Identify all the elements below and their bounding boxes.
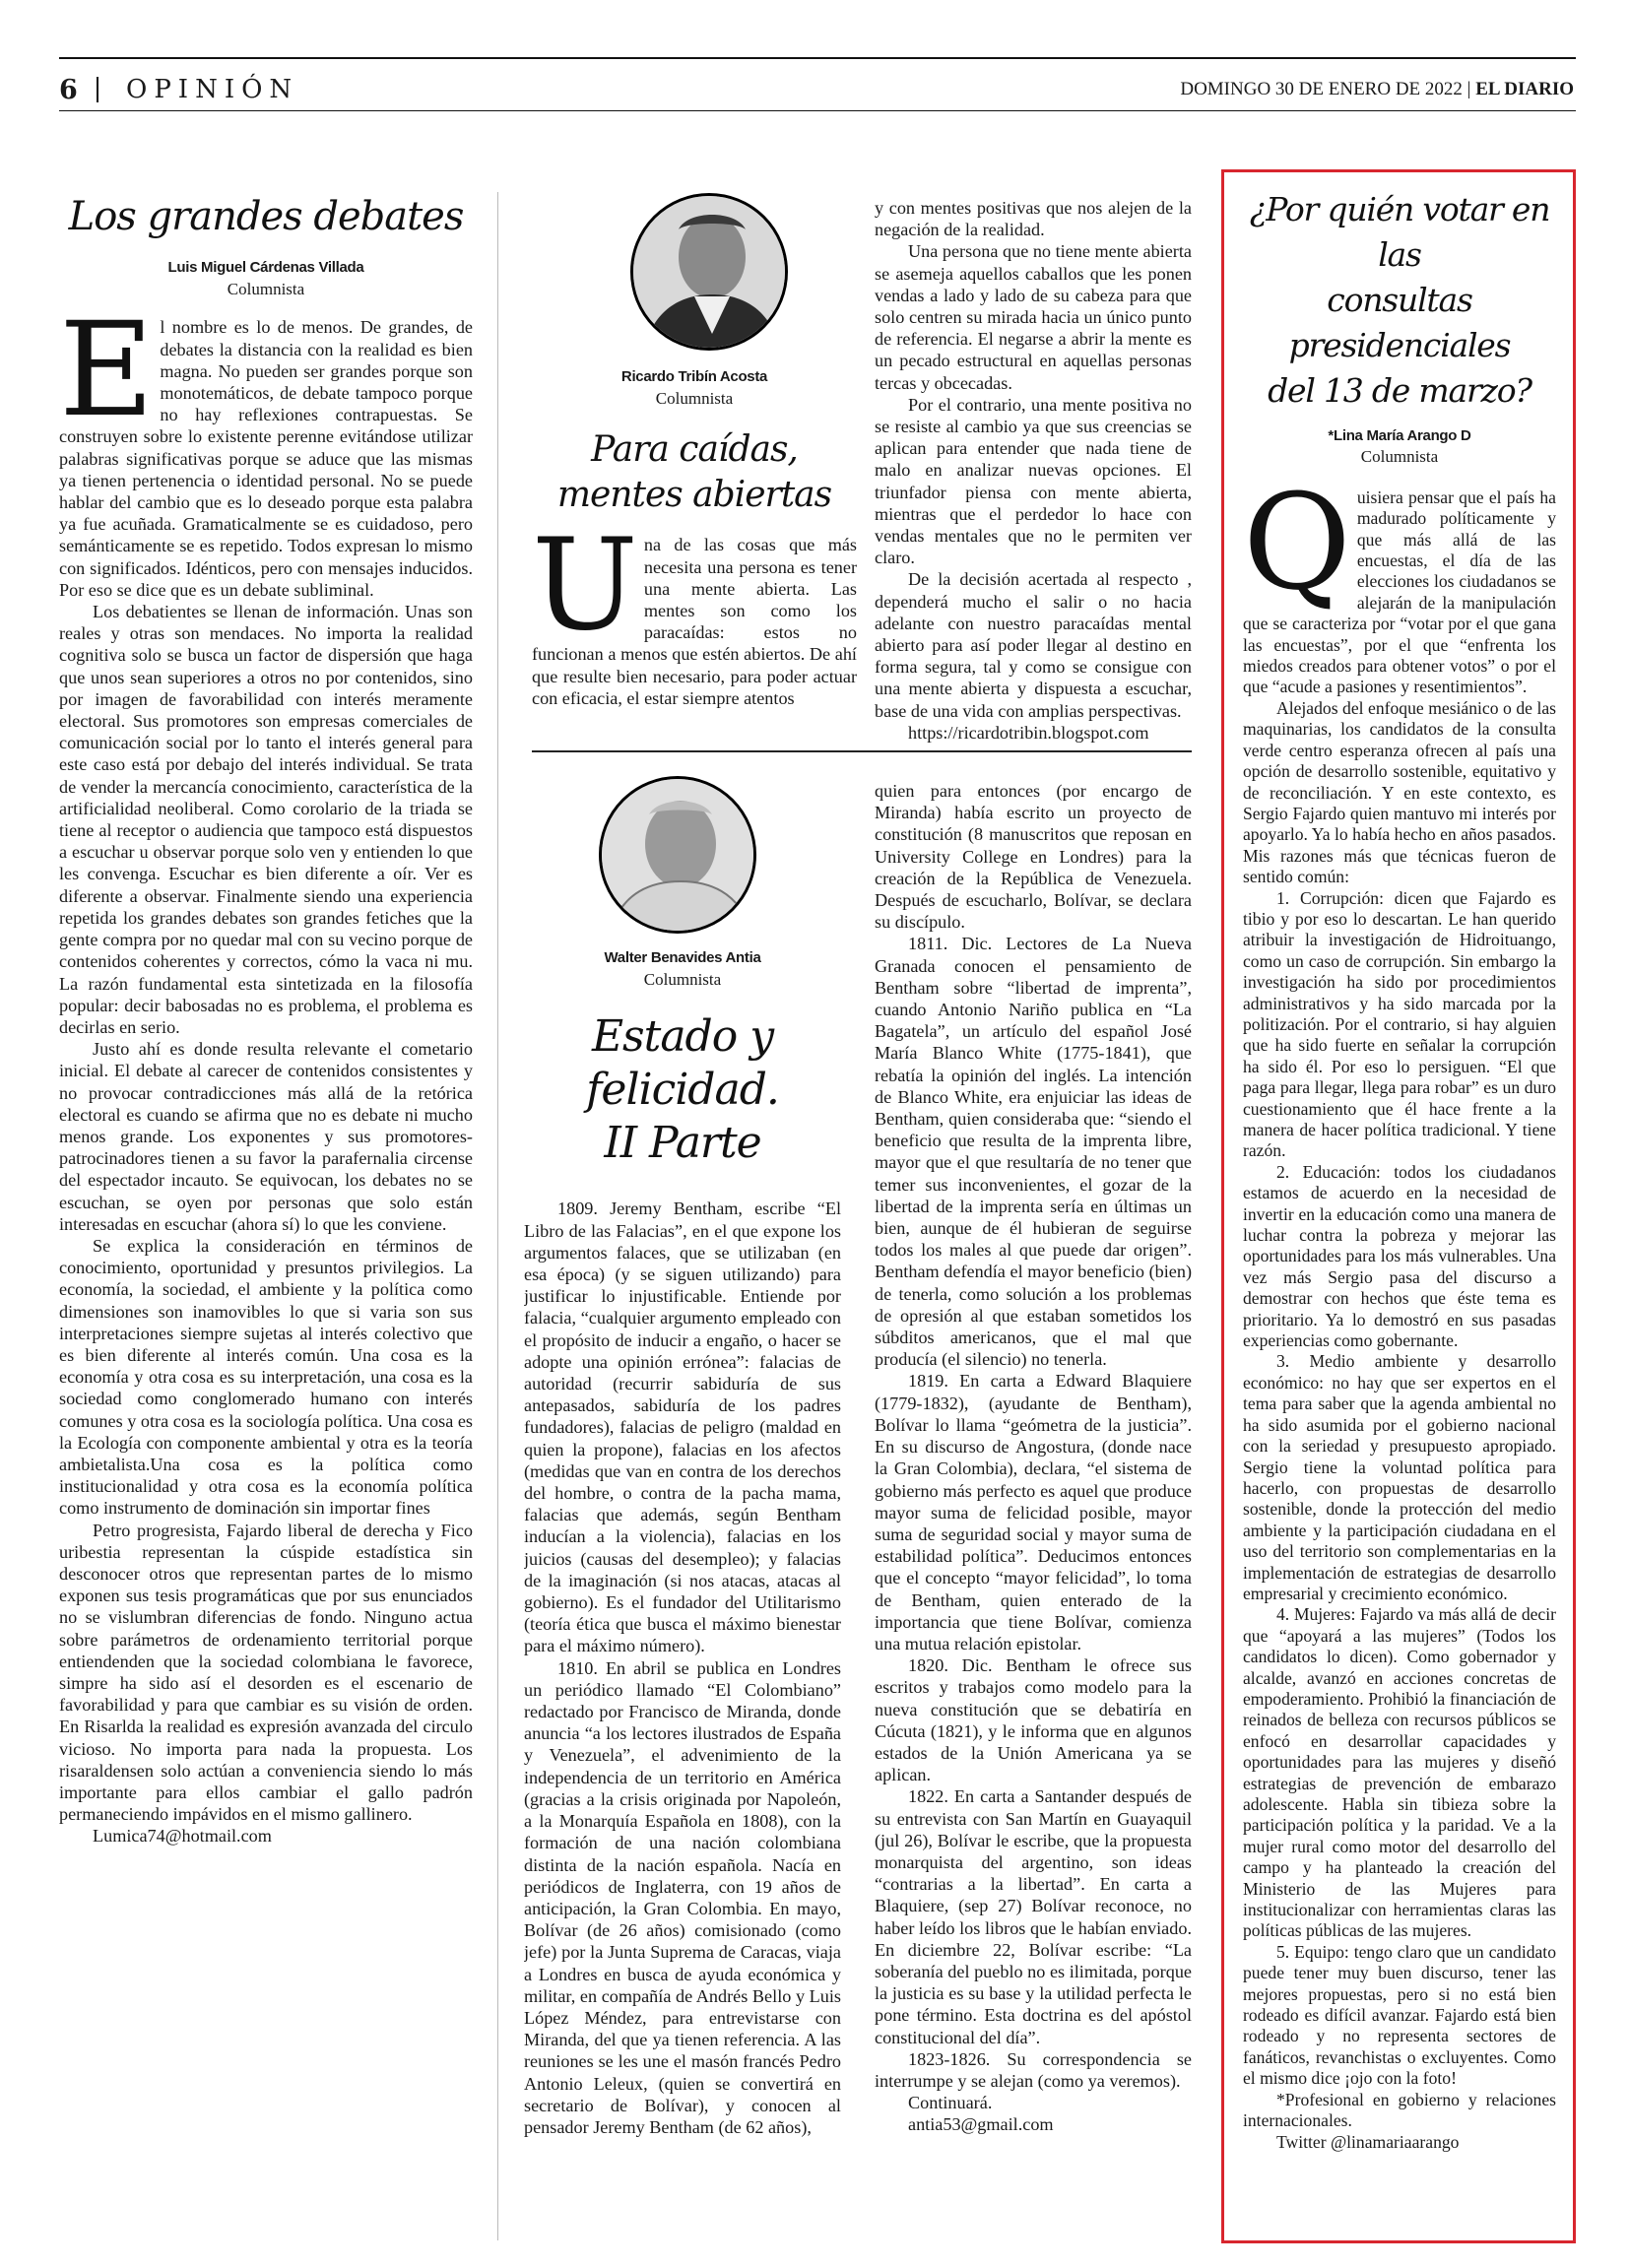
paragraph: l nombre es lo de menos. De grandes, de debates la distancia con la realidad es bien magna. No pueden ser grandes porque son monotemáticos, de debate tampoco porque no hay reflexiones contrapuestas. Se construyen sobre lo existente perenne evitándose utilizar palabras significativas porque se aduce que las mismas ya tienen pertenencia o identidad personal. No se puede hablar del cambio que es lo deseado porque esta palabra ya fue acuñada. Gramaticalmente se es cuidadoso, pero semánticamente se es repetido. Todos expresan lo mismo con significados. Idénticos, pero con mensajes inducidos. Por eso se dice que es un debate subliminal. (59, 317, 473, 600)
author-role: Columnista (1360, 447, 1439, 467)
paragraph: Los debatientes se llenan de información. Unas son reales y otras son mendaces. No importa la realidad cognitiva solo se busca un factor de dispersión que haga que unos sean superiores a otros no por contenidos, sino por imagen de favorabilidad con interés meramente electoral. Sus promotores son empresas comerciales de comunicación social por lo tanto el interés general para este caso está por debajo del interés individual. Se trata de vender la mercancía conocimiento, característica de la artificialidad neoliberal. Como corolario de la triada se tiene al receptor o audiencia que tampoco está dispuestos a escuchar u observar porque solo ven y entienden lo que les convenga. Escuchar es bien diferente a oír. Ver es diferente a observar. Finalmente siendo una experiencia repetida los grandes debates son grandes fetiches que la gente compra por no quedar mal con su vecino porque de contenidos coherentes y correctos, cómo la vaca ni mu. La razón fundamental esta sintetizada en la filosofía popular: decir babosadas no es problema, el problema es decirlas en serio. (59, 602, 473, 1037)
author-name: Luis Miguel Cárdenas Villada (167, 259, 364, 276)
paragraph: Una persona que no tiene mente abierta se asemeja aquellos caballos que les ponen vendas a lado y lado de su cabeza para que solo centren su mirada hacia un único punto de referencia. El negarse a abrir la mente es un pecado estructural en aquellas personas tercas y obcecadas. (875, 241, 1192, 393)
author-role: Columnista (655, 389, 734, 409)
article-title (532, 427, 857, 518)
author-name: *Lina María Arango D (1328, 427, 1471, 444)
paragraph: 1810. En abril se publica en Londres un periódico llamado “El Colombiano” redactado por Francisco de Miranda, donde anuncia “a los lectores ilustrados de España y Venezuela”, el advenimiento de la independencia de un territorio en América (gracias a la crisis originada por Napoleón, a la Monarquía Española en 1808), con la formación de una nación colombiana distinta de la nación española. Nacía en periódicos de Inglaterra, con 19 años de anticipación, la Gran Colombia. En mayo, Bolívar (de 26 años) comisionado (como jefe) por la Junta Suprema de Caracas, viaja a Londres en busca de ayuda económica y militar, en compañía de Andrés Bello y Luis López Méndez, para entrevistarse con Miranda, del que ya tienen referencia. A las reuniones se les une el masón francés Pedro Antonio Leleux, (quien se convertirá en secretario de Bolívar), y conocen al pensador Jeremy Bentham (de 62 años), (524, 1657, 841, 2137)
paragraph: 1819. En carta a Edward Blaquiere (1779-1832), (ayudante de Bentham), Bolívar lo llama “geómetra de la justicia”. En su discurso de Angostura, (donde nace la Gran Colombia), declara, “el sistema de gobierno más perfecto es aquel que produce mayor suma de felicidad posible, mayor suma de seguridad social y mayor suma de estabilidad política”. Deducimos entonces que el concepto “mayor felicidad”, lo toma de Bentham, quien enterado de la importancia que tiene Bolívar, comienza una mutua relación epistolar. (875, 1371, 1192, 1653)
author-role: Columnista (227, 280, 305, 299)
section-divider (532, 750, 1192, 752)
header-rule-top (59, 57, 1576, 59)
header-dateline: DOMINGO 30 DE ENERO DE 2022 | EL DIARIO (1180, 79, 1574, 99)
paragraph: 1820. Dic. Bentham le ofrece sus escritos y trabajos como modelo para la nueva constitución que se debatiría en Cúcuta (1821), y le informa que en algunos estados de la Unión Americana ya se aplican. (875, 1655, 1192, 1785)
issue-date: DOMINGO 30 DE ENERO DE 2022 (1180, 79, 1463, 99)
page-number: 6 (59, 75, 78, 105)
article-para-caidas-continued (875, 197, 1192, 748)
portrait-icon (633, 196, 788, 351)
title-line: consultas presidenciales (1288, 281, 1511, 364)
paragraph: 1811. Dic. Lectores de La Nueva Granada conocen el pensamiento de Bentham sobre “libertad de imprenta”, cuando Antonio Nariño publica en “La Bagatela”, un artículo del español José María Blanco White (1775-1841), que rebatía la opinión del inglés. La intención de Blanco White, era enjuiciar las ideas de Bentham, quien consideraba que: “siendo el beneficio que resulta de la imprenta libre, mayor que el que resultaría de no tener que temer sus inconvenientes, el gozar de la libertad de la imprenta sería en últimas un bien, aunque de él hubieran de seguirse todos los males al que puede dar origen”. Bentham defendía el mayor beneficio (bien) de tenerla, como solución a los problemas de opresión al que estaban sometidos los súbditos americanos, que el mal que producía (el silencio) no tenerla. (875, 934, 1192, 1370)
title-line: II Parte (604, 1118, 761, 1169)
section-title: OPINIÓN (126, 75, 299, 104)
blog-link[interactable]: https://ricardotribin.blogspot.com (908, 722, 1149, 743)
article-title: Los grandes debates (68, 194, 464, 239)
paragraph: Petro progresista, Fajardo liberal de derecha y Fico uribestia representan la cúspide estadística sin desconocer otros que representan partes de lo mismo exponen sus tesis programáticas que por sus enunciados no se vislumbran diferencias de fondo. Ninguno actua sobre parámetros de ordenamiento territorial porque entiendenden que la sociedad colombiana le favorece, simpre ha sido así el desorden es el escenario de favorabilidad y para que cambiar es su visión de orden. En Risarlda la realidad es expresión avanzada del circulo vicioso. No importa para nada la propuesta. Los risaraldensen solo actúan a conveniencia siendo lo más importante para ellos cambiar el gallo padrón permaneciendo impávidos en el mismo gallinero. (59, 1520, 473, 1825)
paragraph: 1. Corrupción: dicen que Fajardo es tibio y por eso lo descartan. Le han querido atribuir la investigación de Hidroituango, como un caso de corrupción. Sin embargo la investigación ha sido por procedimientos administrativos y ha sido marcada por la politización. Por el contrario, si hay alguien que ha sido fuerte en señalar la corrupción ha sido él. Por eso lo persiguen. “El que paga para llegar, llega para robar” es un duro cuestionamiento que él hace frente a la manera de hacer política tradicional. Y tiene razón. (1243, 887, 1556, 1161)
paragraph: 4. Mujeres: Fajardo va más allá de decir que “apoyará a las mujeres” (Todos los candidatos lo dicen). Como gobernador y alcalde, avanzó en acciones concretas de empoderamiento. Prohibió la financiación de reinados de belleza con recursos públicos se enfocó en desarrollar capacidades y oportunidades para las mujeres y diseñó estrategias de prevención de embarazo adolescente. Habla sin tibieza sobre la participación política y la paridad. Ve a la mujer rural como motor del desarrollo del campo y ha planteado la creación del Ministerio de las Mujeres para institucionalizar con herramientas claras las políticas públicas de las mujeres. (1243, 1604, 1556, 1941)
paragraph: quien para entonces (por encargo de Miranda) había escrito un proyecto de constitución (8 manuscritos que reposan en University College en Londres) para la creación de la República de Venezuela. Después de escucharlo, Bolívar, se declara su discípulo. (875, 781, 1192, 933)
title-line: del 13 de marzo? (1268, 371, 1531, 410)
header-rule-bottom (59, 110, 1576, 111)
paragraph: Por el contrario, una mente positiva no se resiste al cambio ya que sus creencias se aplican para entender que nada tiene de malo en analizar nuevas opciones. El triunfador piensa con mente abierta, mientras que el perdedor lo hace con vendas mentales que no le permiten ver claro. (875, 394, 1192, 568)
drop-cap: E (59, 294, 155, 447)
article-los-grandes-debates (59, 192, 473, 2250)
paragraph: 1823-1826. Su correspondencia se interrumpe y se alejan (como ya veremos). (875, 2048, 1192, 2091)
author-role: Columnista (643, 970, 722, 990)
author-photo-walter (599, 776, 756, 934)
title-line: Estado y felicidad. (586, 1011, 779, 1116)
drop-cap: Q (1243, 465, 1351, 619)
article-por-quien-votar (1243, 187, 1556, 2231)
author-photo-ricardo (630, 193, 788, 351)
author-name: Ricardo Tribín Acosta (620, 368, 768, 385)
article-title (524, 1010, 841, 1170)
paragraph: De la decisión acertada al respecto , dependerá mucho el salir o no hacia adelante con nuestro paracaídas mental abierto para así poder llegar al destino en forma segura, tal y como se consigue con una mente abierta y dispuesta a escuchar, base de una vida con amplias perspectivas. (875, 569, 1192, 721)
paragraph: Se explica la consideración en términos de conocimiento, oportunidad y presuntos privilegios. La economía, la sociedad, el ambiente y la política como dimensiones son inamovibles lo que si varia son sus interpretaciones siempre sujetas al interés colectivo que es bien diferente al interés común. Una cosa es la economía y otra cosa es su interpretación, una cosa es la sociedad como conglomerado humano con interés comunes y otra cosa es la sociología política. Una cosa es la Ecología con componente ambiental y otra es la teoría ambietalista.Una cosa es la política como institucionalidad y otra cosa es la economía política como instrumento de dominación sin importar fines (59, 1235, 473, 1519)
column-divider (497, 192, 498, 2240)
author-email: Lumica74@hotmail.com (93, 1826, 272, 1847)
paragraph: 5. Equipo: tengo claro que un candidato puede tener muy buen discurso, tener las mejores propuestas, pero si no está bien rodeado es difícil avanzar. Fajardo está bien rodeado y no representa sectores de fanáticos, revanchistas o excluyentes. Como el mismo dice ¡ojo con la foto! (1243, 1941, 1556, 2089)
paragraph: Alejados del enfoque mesiánico o de las maquinarias, los candidatos de la consulta verde centro esperanza ofrecen al país una opción de desarrollo sostenible, equitativo y de reconciliación. Y en este contexto, es Sergio Fajardo quien mantuvo mi interés por apoyarlo. Ya lo había hecho en años pasados. Mis razones más que técnicas fueron de sentido común: (1243, 697, 1556, 887)
drop-cap: U (532, 512, 638, 660)
title-line: ¿Por quién votar en las (1249, 190, 1550, 274)
header-separator (97, 77, 98, 102)
article-estado-y-felicidad-continued (875, 780, 1192, 2247)
paragraph: 2. Educación: todos los ciudadanos estamos de acuerdo en la necesidad de invertir en la educación como una manera de luchar contra la pobreza y mejorar las oportunidades para los más vulnerables. Una vez más Sergio pasa del discurso a demostrar con hechos que éste tema es prioritario. Ya lo demostró en sus pasadas experiencias como gobernante. (1243, 1161, 1556, 1351)
title-line: Para caídas, (591, 429, 798, 471)
paragraph: 1809. Jeremy Bentham, escribe “El Libro de las Falacias”, en el que expone los argumentos falaces, que se utilizaban (en esa época) (y se siguen utilizando) para justificar lo injustificable. Entiende por falacia, “cualquier argumento empleado con el propósito de inducir a engaño, o hacer se adopte una opinión errónea”: falacias de autoridad (recurrir sabiduría de sus antepasados, sabiduría de los padres fundadores), falacias de peligro (maldad en quien la propone), falacias en los afectos (medidas que van en contra de los derechos del hombre, o contra de la pacha mama, falacias que además, según Bentham inducían a la violencia), falacias en los juicios (causas del desempleo); y falacias de la imaginación (si nos atacas, atacas al gobierno). Es el fundador del Utilitarismo (teoría ética que busca el máximo bienestar para el máximo número). (524, 1199, 841, 1656)
article-estado-y-felicidad (524, 947, 841, 2247)
author-name: Walter Benavides Antia (604, 949, 761, 966)
article-para-caidas (532, 366, 857, 741)
author-email: antia53@gmail.com (908, 2114, 1054, 2135)
paragraph: 1822. En carta a Santander después de su entrevista con San Martín en Guayaquil (jul 26), Bolívar le escribe, que la propuesta monarquista del argentino, son ideas “contrarias a la libertad”. En carta a Blaquiere, (sep 27) Bolívar reconoce, no haber leído los libros que le habían enviado. En diciembre 22, Bolívar escribe: “La soberanía del pueblo no es ilimitada, porque la justicia es su base y la utilidad perfecta le pone término. Esta doctrina es del apóstol constitucional del día”. (875, 1786, 1192, 2047)
paragraph: y con mentes positivas que nos alejen de la negación de la realidad. (875, 198, 1192, 240)
paragraph: na de las cosas que más necesita una persona es tener una mente abierta. Las mentes son como los paracaídas: estos no funcionan a menos que estén abiertos. De ahí que resulte bien necesario, para poder actuar con eficacia, el estar siempre atentos (532, 535, 857, 708)
title-line: mentes abiertas (556, 475, 832, 516)
author-twitter[interactable]: Twitter @linamariaarango (1276, 2131, 1460, 2152)
paragraph: Justo ahí es donde resulta relevante el cometario inicial. El debate al carecer de contenidos consistentes y no provocar contradicciones más allá de la retórica electoral es cuando se afirma que no es debate ni mucho menos grande. Los exponentes y sus promotores-patrocinadores tienen a su favor la parafernalia circense del espectador incauto. Se equivocan, los debates no se escuchan, se oyen por personas que solo están interesadas en escuchar (ahora sí) lo que les conviene. (59, 1039, 473, 1234)
paragraph: uisiera pensar que el país ha madurado políticamente y que más allá de las encuestas, el día de las elecciones los ciudadanos se alejarán de la manipulación que se caracteriza por “votar por el que gana las encuestas”, por el que “enfrenta los miedos creados para obtener votos” o por el que “acude a pasiones y resentimientos”. (1243, 486, 1556, 697)
paper-name: EL DIARIO (1475, 79, 1574, 99)
continued-note: Continuará. (908, 2093, 993, 2113)
article-title (1243, 187, 1556, 414)
portrait-icon (602, 779, 756, 934)
paragraph: 3. Medio ambiente y desarrollo económico: no hay que ser expertos en el tema para saber que la agenda ambiental no ha sido asumida por el gobierno nacional con la seriedad y presupuesto apropiado. Sergio tiene la voluntad política para hacerlo, con propuestas de desarrollo sostenible, donde la protección del medio ambiente y la participación ciudadana en el uso del territorio son complementarias en la implementación de estrategias de desarrollo empresarial y crecimiento económico. (1243, 1351, 1556, 1603)
author-note: *Profesional en gobierno y relaciones internacionales. (1243, 2089, 1556, 2131)
